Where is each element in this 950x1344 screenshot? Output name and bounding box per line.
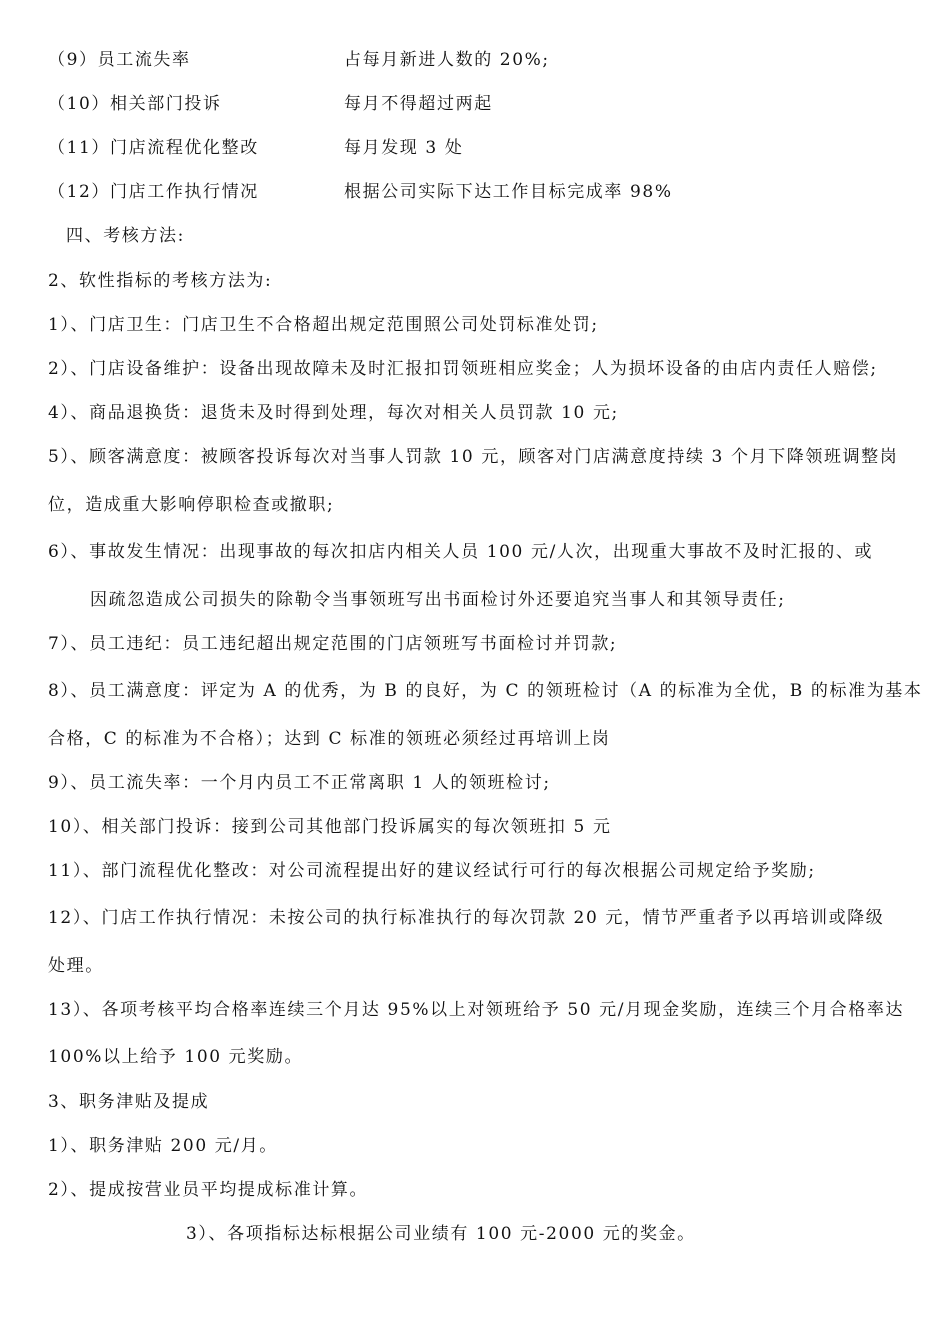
paragraph-line: 2）、门店设备维护：设备出现故障未及时汇报扣罚领班相应奖金；人为损坏设备的由店内责任人赔偿; <box>48 359 878 379</box>
target-item: （9）员工流失率 <box>48 50 191 70</box>
paragraph-line: 100%以上给予 100 元奖励。 <box>48 1047 304 1067</box>
paragraph-line: 5）、顾客满意度：被顾客投诉每次对当事人罚款 10 元，顾客对门店满意度持续 3 个月下降领班调整岗 <box>48 447 899 467</box>
paragraph-line: 7）、员工违纪：员工违纪超出规定范围的门店领班写书面检讨并罚款; <box>48 634 618 654</box>
paragraph-line: 10）、相关部门投诉：接到公司其他部门投诉属实的每次领班扣 5 元 <box>48 817 612 837</box>
target-item: （12）门店工作执行情况 <box>48 182 259 202</box>
target-item: （10）相关部门投诉 <box>48 94 222 114</box>
paragraph-line: 2、软性指标的考核方法为: <box>48 271 273 291</box>
paragraph-line: 4）、商品退换货：退货未及时得到处理，每次对相关人员罚款 10 元; <box>48 403 619 423</box>
target-row <box>48 137 928 159</box>
paragraph-line: 因疏忽造成公司损失的除勒令当事领班写出书面检讨外还要追究当事人和其领导责任; <box>90 590 786 610</box>
paragraph-line: 合格，C 的标准为不合格）；达到 C 标准的领班必须经过再培训上岗 <box>48 729 611 749</box>
paragraph-line: 9）、员工流失率：一个月内员工不正常离职 1 人的领班检讨; <box>48 773 551 793</box>
paragraph-line: 8）、员工满意度：评定为 A 的优秀，为 B 的良好，为 C 的领班检讨（A 的标准为全优，B 的标准为基本 <box>48 681 923 701</box>
paragraph-line: 11）、部门流程优化整改：对公司流程提出好的建议经试行可行的每次根据公司规定给予奖励; <box>48 861 816 881</box>
paragraph-line: 3、职务津贴及提成 <box>48 1092 210 1112</box>
target-row <box>48 93 928 115</box>
target-row <box>48 181 928 203</box>
paragraph-line: 6）、事故发生情况：出现事故的每次扣店内相关人员 100 元/人次，出现重大事故不及时汇报的、或 <box>48 542 874 562</box>
paragraph-line: 1）、职务津贴 200 元/月。 <box>48 1136 278 1156</box>
paragraph-line: 3）、各项指标达标根据公司业绩有 100 元-2000 元的奖金。 <box>186 1224 696 1244</box>
paragraph-line: 13）、各项考核平均合格率连续三个月达 95%以上对领班给予 50 元/月现金奖励，连续三个月合格率达 <box>48 1000 905 1020</box>
paragraph-line: 位，造成重大影响停职检查或撤职; <box>48 495 335 515</box>
target-value: 根据公司实际下达工作目标完成率 98% <box>344 182 673 202</box>
paragraph-line: 12）、门店工作执行情况：未按公司的执行标准执行的每次罚款 20 元，情节严重者予以再培训或降级 <box>48 908 885 928</box>
target-value: 占每月新进人数的 20%; <box>344 50 550 70</box>
target-item: （11）门店流程优化整改 <box>48 138 259 158</box>
paragraph-line: 2）、提成按营业员平均提成标准计算。 <box>48 1180 369 1200</box>
target-row <box>48 49 928 71</box>
target-value: 每月不得超过两起 <box>344 94 493 114</box>
paragraph-line: 处理。 <box>48 956 104 976</box>
paragraph-line: 1）、门店卫生：门店卫生不合格超出规定范围照公司处罚标准处罚; <box>48 315 599 335</box>
section-heading: 四、考核方法: <box>66 226 185 246</box>
target-value: 每月发现 3 处 <box>344 138 464 158</box>
